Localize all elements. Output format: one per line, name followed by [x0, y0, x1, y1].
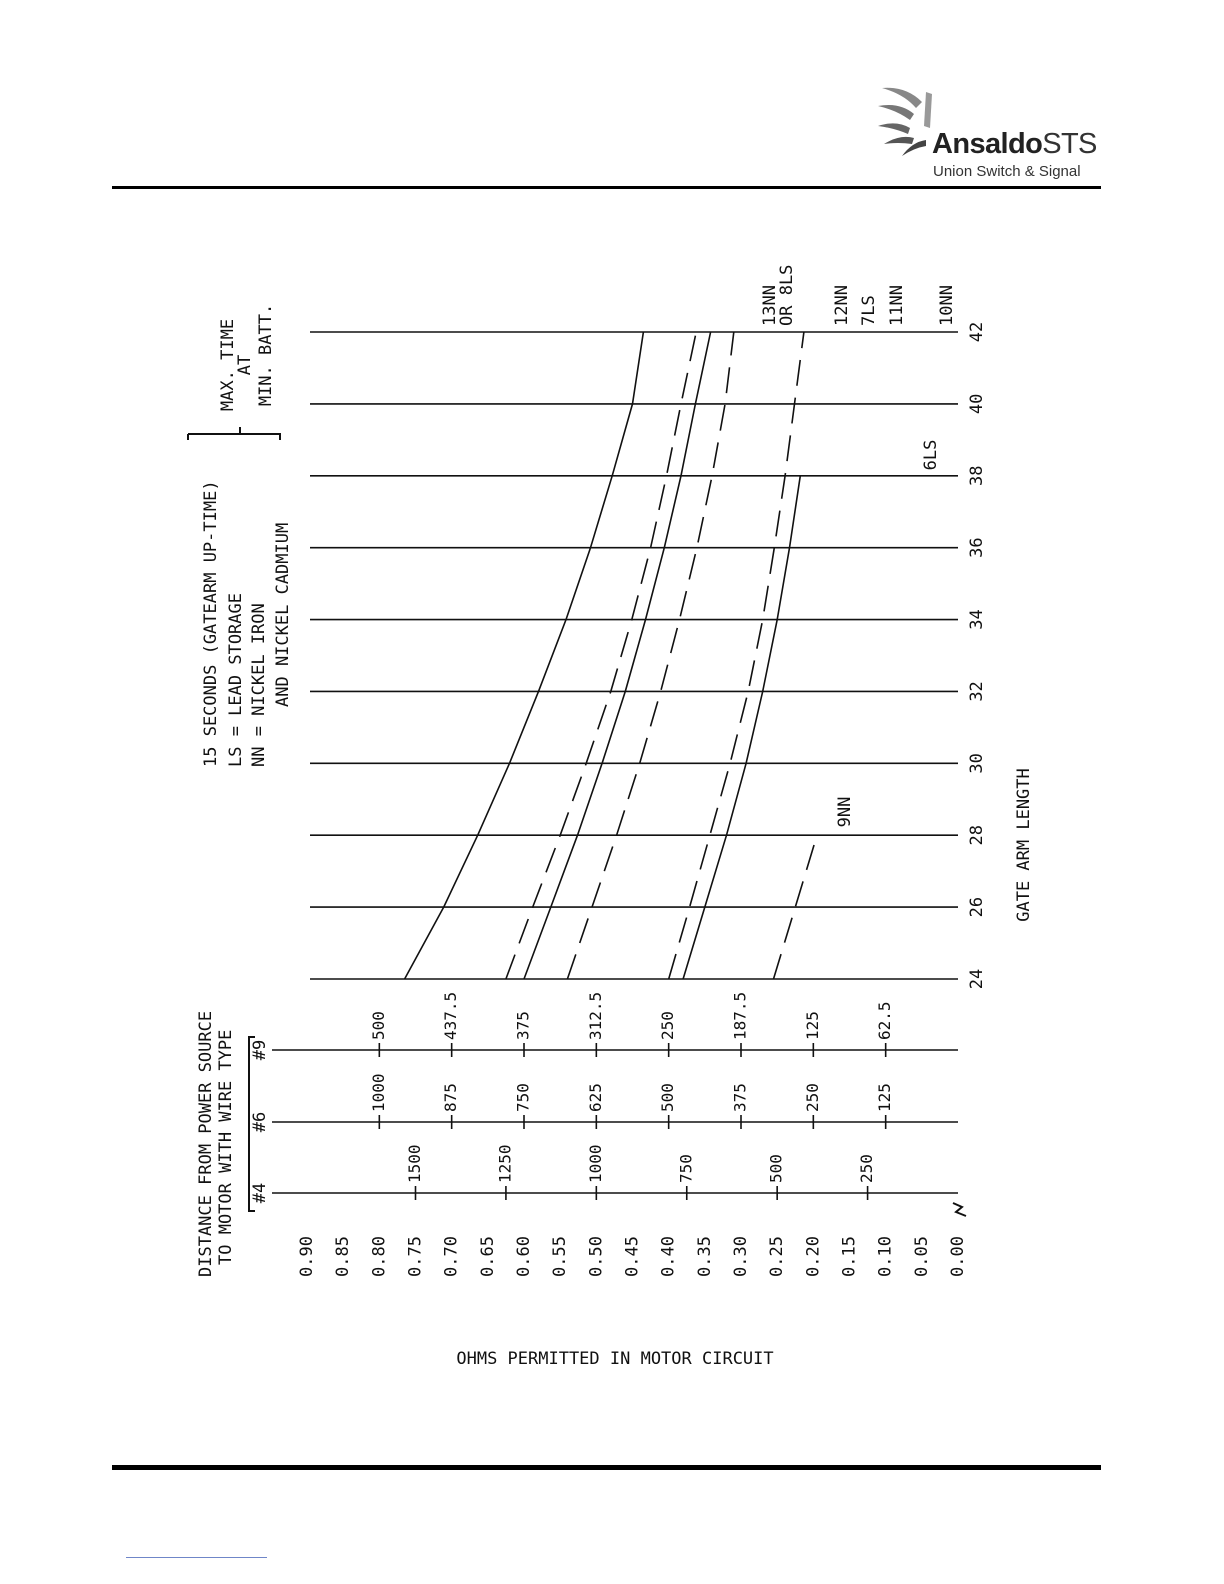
- wire-tick-label-2-4: 250: [658, 1011, 678, 1040]
- footer-link-underline: [126, 1557, 267, 1558]
- series-line-13nn-or-8ls: [405, 332, 644, 979]
- y-tick-0.20: 0.20: [803, 1236, 824, 1277]
- series-label-4-0: 10NN: [937, 285, 957, 326]
- legend-note-ls: LS = LEAD STORAGE: [226, 593, 246, 767]
- distance-title-line-1: DISTANCE FROM POWER SOURCE: [196, 1010, 216, 1277]
- series-label-1-0: 12NN: [832, 285, 852, 326]
- wire-tick-label-2-1: 437.5: [441, 991, 461, 1040]
- series-label-3-0: 11NN: [887, 285, 907, 326]
- series-curves: [405, 332, 817, 979]
- grid-lines: [310, 332, 958, 979]
- y-tick-0.80: 0.80: [369, 1236, 390, 1277]
- legend-notes: [201, 480, 293, 767]
- x-tick-26: 26: [967, 896, 987, 918]
- x-tick-labels: [967, 322, 987, 989]
- x-axis-label: GATE ARM LENGTH: [1014, 768, 1034, 922]
- logo-brand-light: STS: [1042, 128, 1097, 160]
- series-line-6ls: [683, 476, 800, 979]
- logo-brand-bold: Ansaldo: [932, 128, 1043, 160]
- wire-tick-label-2-6: 125: [802, 1011, 822, 1040]
- x-tick-24: 24: [967, 968, 987, 990]
- legend-note-seconds: 15 SECONDS (GATEARM UP-TIME): [201, 480, 221, 767]
- legend-note-nn: NN = NICKEL IRON: [249, 603, 269, 767]
- wire-tick-label-1-6: 250: [802, 1083, 822, 1112]
- bracket-note-max-time: MAX. TIME: [218, 318, 238, 412]
- wire-tick-label-1-1: 875: [441, 1083, 461, 1112]
- y-tick-0.05: 0.05: [911, 1236, 932, 1277]
- y-tick-0.35: 0.35: [694, 1236, 715, 1277]
- y-tick-0.15: 0.15: [839, 1236, 860, 1277]
- wire-tick-label-0-0: 1500: [405, 1144, 424, 1183]
- wire-tick-label-2-7: 62.5: [875, 1001, 895, 1040]
- axis-break-icon: [953, 1203, 966, 1216]
- x-tick-34: 34: [967, 609, 987, 630]
- series-label-5-0: 6LS: [921, 439, 941, 471]
- wire-tick-label-1-5: 375: [730, 1083, 750, 1112]
- bracket-note-at: AT: [235, 354, 255, 376]
- y-tick-0.70: 0.70: [441, 1236, 462, 1277]
- wire-label-2: #9: [250, 1039, 270, 1061]
- wire-tick-label-0-2: 1000: [585, 1144, 605, 1183]
- x-tick-32: 32: [967, 681, 987, 702]
- y-tick-labels: [297, 1236, 968, 1277]
- x-tick-28: 28: [967, 824, 987, 846]
- y-tick-0.65: 0.65: [477, 1236, 498, 1277]
- series-line-10nn: [669, 332, 804, 979]
- wire-label-1: #6: [250, 1111, 270, 1133]
- y-tick-0.00: 0.00: [948, 1236, 968, 1277]
- series-label-6-0: 9NN: [835, 796, 855, 828]
- y-tick-0.60: 0.60: [514, 1236, 534, 1277]
- y-tick-0.30: 0.30: [731, 1236, 751, 1277]
- distance-scale: [250, 992, 958, 1203]
- x-tick-38: 38: [967, 465, 987, 487]
- y-tick-0.25: 0.25: [767, 1236, 788, 1277]
- series-label-2-0: 7LS: [859, 295, 879, 326]
- wire-tick-label-0-4: 500: [766, 1154, 786, 1183]
- x-tick-30: 30: [967, 753, 987, 774]
- wire-tick-label-2-3: 312.5: [585, 991, 605, 1040]
- wire-tick-label-1-0: 1000: [368, 1073, 388, 1112]
- wire-tick-label-1-7: 125: [875, 1083, 895, 1112]
- y-tick-0.50: 0.50: [586, 1236, 607, 1277]
- bracket-note: [218, 304, 276, 411]
- bracket-note-min-batt: MIN. BATT.: [256, 303, 276, 407]
- wire-tick-label-2-2: 375: [513, 1011, 533, 1040]
- wire-tick-label-0-1: 1250: [495, 1144, 515, 1183]
- wire-label-0: #4: [250, 1182, 270, 1204]
- footer-rule: [112, 1465, 1101, 1470]
- legend-note-nicad: AND NICKEL CADMIUM: [273, 522, 293, 707]
- bracket: [188, 427, 280, 440]
- series-label-0-0: 13NN: [760, 285, 780, 326]
- wire-tick-label-0-5: 250: [857, 1154, 877, 1183]
- series-label-0-1: OR 8LS: [777, 264, 797, 326]
- wire-tick-label-1-4: 500: [658, 1083, 678, 1112]
- y-tick-0.85: 0.85: [333, 1236, 354, 1277]
- y-tick-0.90: 0.90: [297, 1236, 317, 1277]
- wire-tick-label-2-5: 187.5: [730, 991, 750, 1040]
- distance-title-line-2: TO MOTOR WITH WIRE TYPE: [216, 1029, 236, 1265]
- distance-scale-title: [196, 1011, 236, 1277]
- wire-tick-label-1-2: 750: [513, 1083, 533, 1112]
- y-tick-0.45: 0.45: [622, 1236, 643, 1277]
- y-axis-label: OHMS PERMITTED IN MOTOR CIRCUIT: [456, 1349, 774, 1369]
- wire-tick-label-1-3: 625: [585, 1083, 605, 1112]
- x-tick-40: 40: [967, 393, 987, 415]
- x-tick-42: 42: [967, 321, 987, 343]
- series-line-11nn: [567, 332, 733, 979]
- logo-tagline: Union Switch & Signal: [933, 163, 1081, 180]
- wire-tick-label-0-3: 750: [676, 1154, 696, 1183]
- y-tick-0.55: 0.55: [550, 1236, 571, 1277]
- y-tick-0.40: 0.40: [658, 1236, 679, 1277]
- x-tick-36: 36: [967, 537, 987, 558]
- y-tick-0.75: 0.75: [405, 1236, 426, 1277]
- series-line-12nn: [506, 332, 696, 979]
- y-tick-0.10: 0.10: [875, 1236, 896, 1277]
- wire-tick-label-2-0: 500: [368, 1011, 388, 1040]
